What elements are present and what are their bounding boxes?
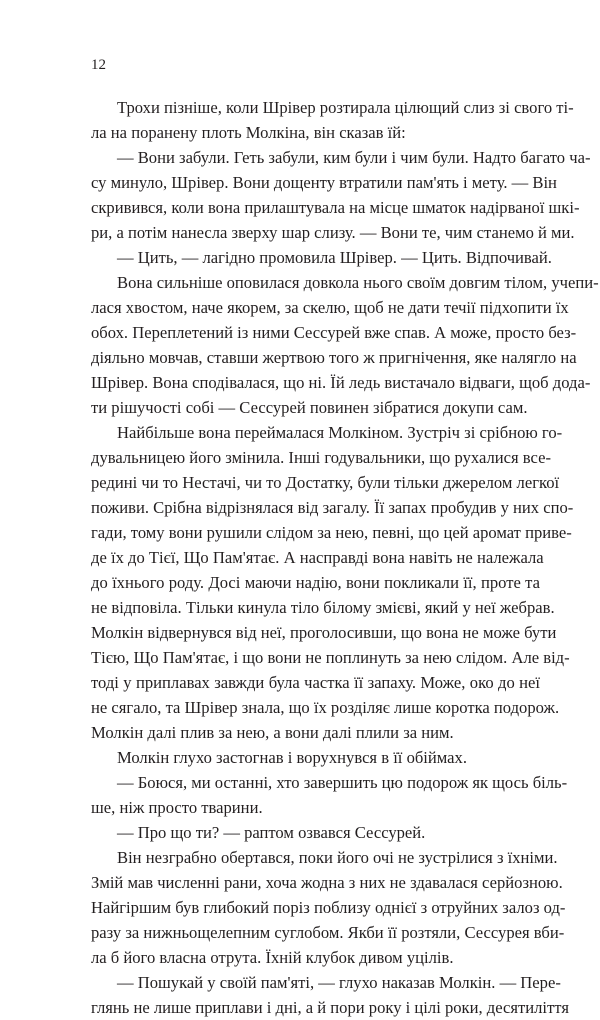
text-line: разу за нижньощелепним суглобом. Якби її розтяли, Сессурея вби- (91, 923, 565, 942)
text-line: глянь не лише приплави і дні, а й пори року і цілі роки, десятиліття (91, 998, 569, 1017)
text-line: скривився, коли вона прилаштувала на місце шматок надірваної шкі- (91, 198, 580, 217)
text-line: Найгіршим був глибокий поріз поблизу однієї з отруйних залоз од- (91, 898, 566, 917)
text-line: не сягало, та Шрівер знала, що їх розділяє лише коротка подорож. (91, 698, 560, 717)
text-line: Тією, Що Пам'ятає, і що вони не поплинуть за нею слідом. Але від- (91, 648, 570, 667)
text-line: Найбільше вона переймалася Молкіном. Зустріч зі срібною го- (117, 423, 563, 442)
text-line: редині чи то Нестачі, чи то Достатку, були тільки джерелом легкої (91, 473, 560, 492)
text-line: поживи. Срібна відрізнялася від загалу. Її запах пробудив у них спо- (91, 498, 574, 517)
text-line: — Вони забули. Геть забули, ким були і чим були. Надто багато ча- (117, 148, 591, 167)
text-line: — Про що ти? — раптом озвався Сессурей. (117, 823, 426, 842)
text-line: — Цить, — лагідно промовила Шрівер. — Цить. Відпочивай. (117, 248, 552, 267)
text-line: Змій мав численні рани, хоча жодна з них не здавалася серйозною. (91, 873, 563, 892)
text-line: Він незграбно обертався, поки його очі не зустрілися з їхніми. (117, 848, 558, 867)
text-line: Трохи пізніше, коли Шрівер розтирала цілющий слиз зі свого ті- (117, 98, 574, 117)
page-number: 12 (91, 57, 106, 73)
text-line: ше, ніж просто тварини. (91, 798, 263, 817)
text-line: Шрівер. Вона сподівалася, що ні. Їй ледь вистачало відваги, щоб дода- (91, 373, 591, 392)
text-line: дувальницею його змінила. Інші годувальники, що рухалися все- (91, 448, 551, 467)
text-line: Молкін далі плив за нею, а вони далі плили за ним. (91, 723, 454, 742)
body-text (91, 95, 599, 1020)
text-line: де їх до Тієї, Що Пам'ятає. А насправді вона навіть не належала (91, 548, 544, 567)
text-line: Вона сильніше оповилася довкола нього своїм довгим тілом, учепи- (117, 273, 599, 292)
text-line: гади, тому вони рушили слідом за нею, певні, що цей аромат приве- (91, 523, 572, 542)
text-line: Молкін відвернувся від неї, проголосивши, що вона не може бути (91, 623, 557, 642)
text-line: діяльно мовчав, ставши жертвою того ж пригнічення, яке налягло на (91, 348, 577, 367)
text-line: тоді у приплавах завжди була частка її запаху. Може, око до неї (91, 673, 540, 692)
text-line: ти рішучості собі — Сессурей повинен зібратися докупи сам. (91, 398, 528, 417)
text-line: ла б його власна отрута. Їхній клубок дивом уцілів. (91, 948, 454, 967)
text-line: — Боюся, ми останні, хто завершить цю подорож як щось біль- (117, 773, 568, 792)
text-line: до їхнього роду. Досі маючи надію, вони покликали її, проте та (91, 573, 540, 592)
text-line: ри, а потім нанесла зверху шар слизу. — Вони те, чим станемо й ми. (91, 223, 575, 242)
text-line: су минуло, Шрівер. Вони дощенту втратили пам'ять і мету. — Він (91, 173, 557, 192)
text-line: — Пошукай у своїй пам'яті, — глухо наказав Молкін. — Пере- (117, 973, 561, 992)
text-line: лася хвостом, наче якорем, за скелю, щоб не дати течії підхопити їх (91, 298, 569, 317)
text-line: обох. Переплетений із ними Сессурей вже спав. А може, просто без- (91, 323, 577, 342)
text-line: Молкін глухо застогнав і ворухнувся в її обіймах. (117, 748, 467, 767)
text-line: не відповіла. Тільки кинула тіло білому змієві, який у неї жебрав. (91, 598, 555, 617)
text-line: ла на поранену плоть Молкіна, він сказав їй: (91, 123, 406, 142)
